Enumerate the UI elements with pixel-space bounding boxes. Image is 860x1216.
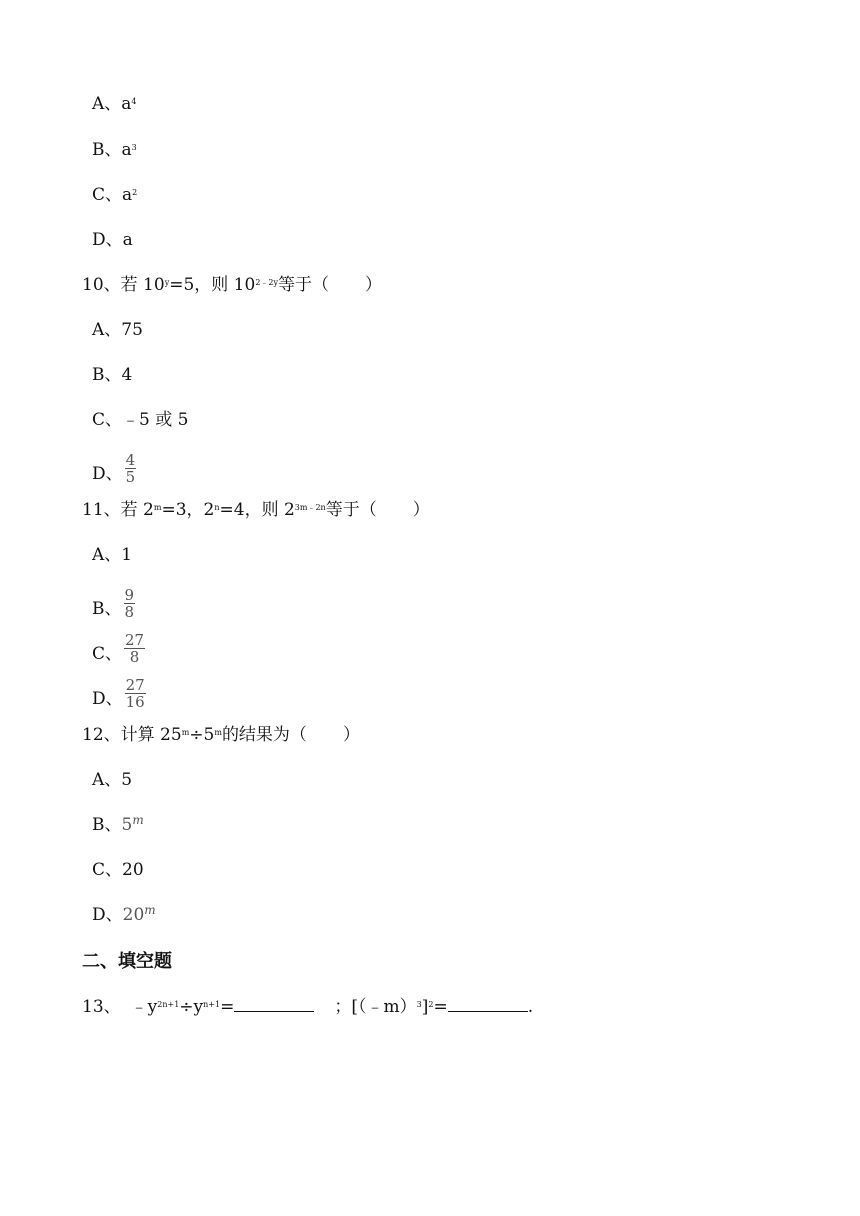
- answer-blank-2[interactable]: [448, 995, 528, 1012]
- q9-option-b: B、$a^3$: [92, 140, 137, 160]
- q12-option-b: B、5$^m$: [92, 813, 144, 835]
- q9-option-c: C、$a^2$: [92, 185, 138, 205]
- q10-option-b: B、4: [92, 365, 133, 385]
- q10-option-c: C、﹣5 或 5: [92, 410, 189, 430]
- fraction: $\frac{27}{16}$: [125, 676, 145, 711]
- q9-option-d: D、a: [92, 230, 133, 250]
- q11-option-b: B、 $\frac{9}{8}$: [92, 586, 135, 621]
- fraction: $\frac{4}{5}$: [125, 451, 136, 486]
- q12-option-a: A、5: [92, 770, 133, 790]
- section-heading: 二、填空题: [82, 951, 172, 972]
- q12-option-d: D、20$^m$: [92, 903, 156, 925]
- q9-option-a: A、$a^4$: [92, 94, 137, 114]
- q10-option-d: D、 $\frac{4}{5}$: [92, 451, 136, 486]
- answer-blank-1[interactable]: [234, 995, 314, 1012]
- question-11: 11、若 $2^m=3$，$2^n=4$，则 $2^{3m﹣2n}$等于（ ）: [82, 500, 430, 520]
- fraction: $\frac{9}{8}$: [124, 586, 135, 621]
- question-10: 10、若 $10^y=5$，则 $10^{2﹣2y}$等于（ ）: [82, 275, 383, 295]
- question-13: 13、 $﹣y^{2n+1}\div y^{n+1}=$ ；[（﹣m）$^3$]$^2$= .: [82, 997, 534, 1017]
- q10-option-a: A、75: [92, 320, 143, 340]
- q11-option-c: C、 $\frac{27}{8}$: [92, 631, 145, 666]
- question-12: 12、计算 $25^m\div 5^m$的结果为（ ）: [82, 725, 360, 745]
- q11-option-d: D、 $\frac{27}{16}$: [92, 676, 145, 711]
- q12-option-c: C、20: [92, 860, 144, 880]
- q11-option-a: A、1: [92, 545, 133, 565]
- fraction: $\frac{27}{8}$: [125, 631, 145, 666]
